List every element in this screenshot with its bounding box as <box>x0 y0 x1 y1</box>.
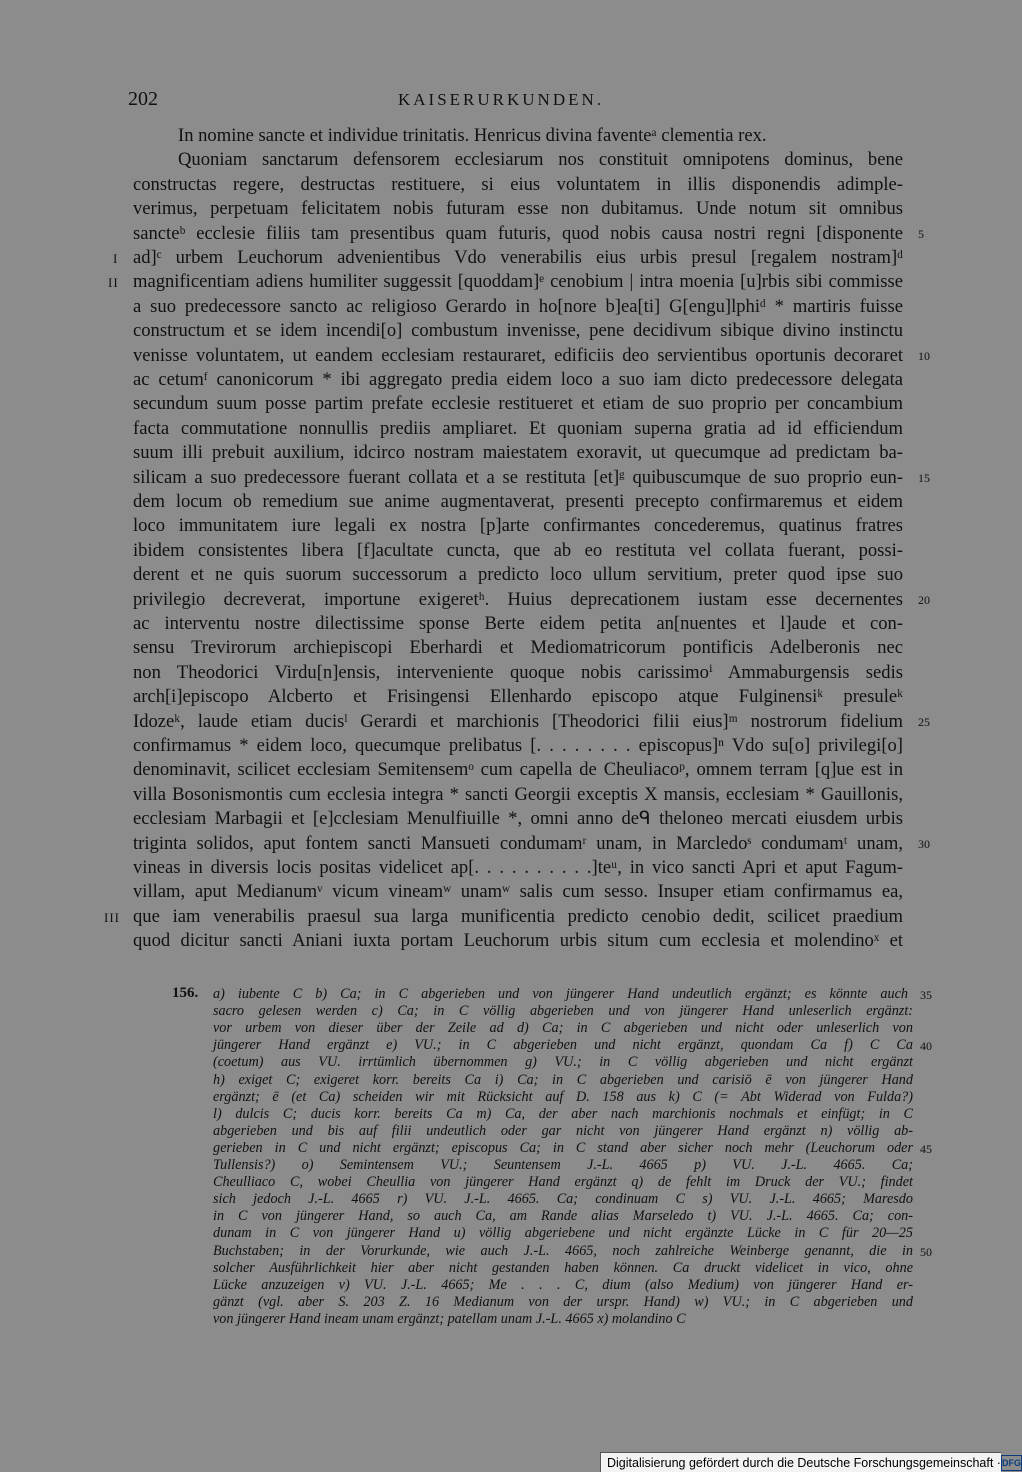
text-line: secundum suum posse partim prefate ecclesie restitueret et etiam de suo proprio per concambium <box>133 393 903 415</box>
text-line: privilegio decreverat, importune exigeretʰ. Huius deprecationem iustam esse decernentes <box>133 588 903 610</box>
footnote-line: von jüngerer Hand ineam unam ergänzt; patellam unam J.-L. 4665 x) molandino C <box>213 1310 686 1327</box>
footnote-line: l) dulcis C; ducis korr. bereits Ca m) Ca, der aber nach marchionis nochmals et einfügt; in C <box>213 1105 913 1122</box>
text-line: ecclesiam Marbagii et [e]cclesiam Menulfiuille *, omni anno deᑫ theloneo mercati eiusdem urbis <box>133 808 903 830</box>
text-line: triginta solidos, aput fontem sancti Mansueti condumamʳ unam, in Marcledoˢ condumamᵗ unam, <box>133 832 903 854</box>
text-line: a suo predecessore sancto ac religioso Gerardo in ho[nore b]ea[ti] G[engu]lphiᵈ * martiris fuisse <box>133 295 903 317</box>
line-number: 10 <box>918 348 930 363</box>
text-line: villam, aput Medianumᵛ vicum vineamʷ unamʷ salis cum sesso. Insuper etiam confirmamus ea, <box>133 881 903 903</box>
footnote-line: vor urbem von dieser über der Zeile ad d) Ca; in C abgerieben und nicht oder unleserlich von <box>213 1020 913 1037</box>
original-line-marker: I <box>113 251 119 266</box>
footnote-document-number: 156. <box>172 985 199 1001</box>
footnote-line: jüngerer Hand ergänzt e) VU.; in C abgerieben und nicht ergänzt, quondam Ca f) C Ca <box>213 1037 913 1054</box>
text-line: vineas in diversis locis positas videlicet ap[. . . . . . . . . .]teᵘ, in vico sancti Apri et aput Fagum- <box>133 857 903 878</box>
footnote-line: solcher Ausführlichkeit hier aber nicht gestanden haben können. Ca druckt videlicet in vico, ohne <box>213 1259 913 1276</box>
line-number: 5 <box>918 226 924 241</box>
text-line: magnificentiam adiens humiliter suggessit [quoddam]ᵉ cenobium | intra moenia [u]rbis sibi commisse <box>133 271 903 293</box>
footnote-line: abgerieben und bis auf filii undeutlich oder gar nicht von jüngerer Hand ergänzt n) völlig ab- <box>213 1122 913 1139</box>
line-number: 40 <box>920 1039 932 1054</box>
footnote-line: sich jedoch J.-L. 4665 r) VU. J.-L. 4665. Ca; condinuam C s) VU. J.-L. 4665; Maresdo <box>213 1191 913 1208</box>
footnote-line: h) exiget C; exigeret korr. bereits Ca i) Ca; in C abgerieben und carisiō ē von jüngerer Hand <box>213 1071 913 1088</box>
footnote-line: gerieben in C und nicht ergänzt; episcopus Ca; in C stand aber sicher noch mehr (Leuchorum oder <box>213 1139 913 1156</box>
footnote-line: a) iubente C b) Ca; in C abgerieben und von jüngerer Hand undeutlich ergänzt; es könnte auch <box>213 986 908 1002</box>
text-line: Quoniam sanctarum defensorem ecclesiarum nos constituit omnipotens dominus, bene <box>178 149 903 171</box>
text-line: ibidem consistentes libera [f]acultate cuncta, que ab eo restituta vel collata fuerant, possi- <box>133 539 903 561</box>
footnote-line: (coetum) aus VU. irrtümlich übernommen g) VU.; in C völlig abgerieben und nicht ergänzt <box>213 1054 913 1071</box>
text-line: ac interventu nostre dilectissime sponse Berte eidem petita an[nuentes et l]aude et con- <box>133 613 903 634</box>
footnote-line: Tullensis?) o) Semintensem VU.; Seuntensem J.-L. 4665 p) VU. J.-L. 4665. Ca; <box>213 1157 913 1173</box>
text-line: confirmamus * eidem loco, quecumque prelibatus [. . . . . . . . episcopus]ⁿ Vdo su[o] privilegi[o] <box>133 735 903 756</box>
text-line: silicam a suo predecessore fuerant collata et a se restituta [et]ᵍ quibuscumque de suo proprio eun- <box>133 466 903 488</box>
text-line: ad]ᶜ urbem Leuchorum advenientibus Vdo venerabilis eius urbis presul [regalem nostram]ᵈ <box>133 247 903 268</box>
footnote-line: dunam in C von jüngerer Hand u) völlig abgeriebene und nicht ergänzte Lücke in C für 20—25 <box>213 1225 913 1242</box>
text-line: arch[i]episcopo Alcberto et Frisingensi Ellenhardo episcopo atque Fulginensiᵏ presuleᵏ <box>133 686 903 708</box>
footnote-line: Lücke anzuzeigen v) VU. J.-L. 4665; Me . . . C, dium (also Medium) von jüngerer Hand er- <box>213 1276 913 1293</box>
line-number: 15 <box>918 470 930 485</box>
text-line: que iam venerabilis praesul sua larga munificentia predicto cenobio dedit, scilicet praedium <box>133 905 903 927</box>
text-line: facta commutatione nonnullis prediis ampliaret. Et quoniam superna gratia ad id efficiendum <box>133 417 903 439</box>
footnote-line: sacro gelesen werden c) Ca; in C völlig abgerieben und von jüngerer Hand unleserlich ergänzt: <box>213 1003 913 1020</box>
text-line: Idozeᵏ, laude etiam ducisˡ Gerardi et marchionis [Theodorici filii eius]ᵐ nostrorum fidelium <box>133 710 903 732</box>
funding-footer <box>600 1452 1021 1472</box>
text-line: sancteᵇ ecclesie filiis tam presentibus quam futuris, quod nobis causa nostri regni [disponente <box>133 222 903 244</box>
text-line: villa Bosonismontis cum ecclesia integra * sancti Georgii exceptis X mansis, ecclesiam * Gauillonis, <box>133 783 903 805</box>
original-line-marker: II <box>108 275 119 291</box>
line-number: 25 <box>918 714 930 729</box>
text-line: verimus, perpetuam felicitatem nobis futuram esse non dubitamus. Unde notum sit omnibus <box>133 198 903 220</box>
text-line: constructas regere, destructas restituere, si eius voluntatem in illis disponendis adimple- <box>133 173 903 195</box>
text-line: constructum et se idem incendi[o] combustum invenisse, pene decidivum sibique divino instinctu <box>133 320 903 342</box>
line-number: 20 <box>918 592 930 607</box>
dfg-logo: DFG <box>1001 1455 1022 1471</box>
text-line: In nomine sancte et individue trinitatis. Henricus divina faventeᵃ clementia rex. <box>178 125 767 146</box>
line-number: 45 <box>920 1141 932 1156</box>
page-number: 202 <box>128 88 158 110</box>
footnote-line: gänzt (vgl. aber S. 203 Z. 16 Medianum von der urspr. Hand) w) VU.; in C abgerieben und <box>213 1293 913 1310</box>
text-line: sensu Trevirorum archiepiscopi Eberhardi et Mediomatricorum pontificis Adelberonis nec <box>133 637 903 659</box>
text-line: ac cetumᶠ canonicorum * ibi aggregato predia eidem loco a suo iam dicto predecessore delegata <box>133 369 903 390</box>
footnote-line: Buchstaben; in der Vorurkunde, wie auch J.-L. 4665, noch zahlreiche Weinberge genannt, die in <box>213 1242 913 1259</box>
text-line: dem locum ob remedium sue anime augmentaverat, presenti precepto confirmaremus et eidem <box>133 491 903 512</box>
text-line: non Theodorici Virdu[n]ensis, interveniente quoque nobis carissimoⁱ Ammaburgensis sedis <box>133 661 903 683</box>
text-line: loco immunitatem iure legali ex nostra [p]arte confirmantes concederemus, quatinus fratres <box>133 515 903 537</box>
text-line: derent et ne quis suorum successorum a predicto loco ullum servitium, preter quod ipse suo <box>133 564 903 586</box>
footnote-line: ergänzt; ē (et Ca) scheiden wir mit Rücksicht auf D. 158 aus k) C (= Abt Widerad von Fulda?) <box>213 1088 913 1105</box>
original-line-marker: III <box>104 909 120 925</box>
line-number: 35 <box>920 988 932 1002</box>
text-line: venisse voluntatem, ut eandem ecclesiam restauraret, edificiis deo servientibus oportunis decoraret <box>133 344 903 366</box>
running-title: KAISERURKUNDEN. <box>398 90 605 109</box>
footnote-line: Cheulliaco C, wobei Cheullia von jüngerer Hand ergänzt q) de fehlt im Druck der VU.; findet <box>213 1174 913 1191</box>
line-number: 50 <box>920 1244 932 1259</box>
text-line: quod dicitur sancti Aniani iuxta portam Leuchorum urbis situm cum ecclesia et molendinoˣ et <box>133 930 903 952</box>
text-line: denominavit, scilicet ecclesiam Semitensemᵒ cum capella de Cheuliacoᵖ, omnem terram [q]ue est in <box>133 759 903 781</box>
footnote-line: in C von jüngerer Hand, so auch Ca, am Rande alias Marseledo t) VU. J.-L. 4665. Ca; con- <box>213 1208 913 1225</box>
line-number: 30 <box>918 836 930 851</box>
funding-notice: Digitalisierung gefördert durch die Deutsche Forschungsgemeinschaft · <box>607 1455 1001 1470</box>
text-line: suum illi prebuit auxilium, idcirco nostram maiestatem exoravit, ut quecumque ad predictam ba- <box>133 442 903 464</box>
